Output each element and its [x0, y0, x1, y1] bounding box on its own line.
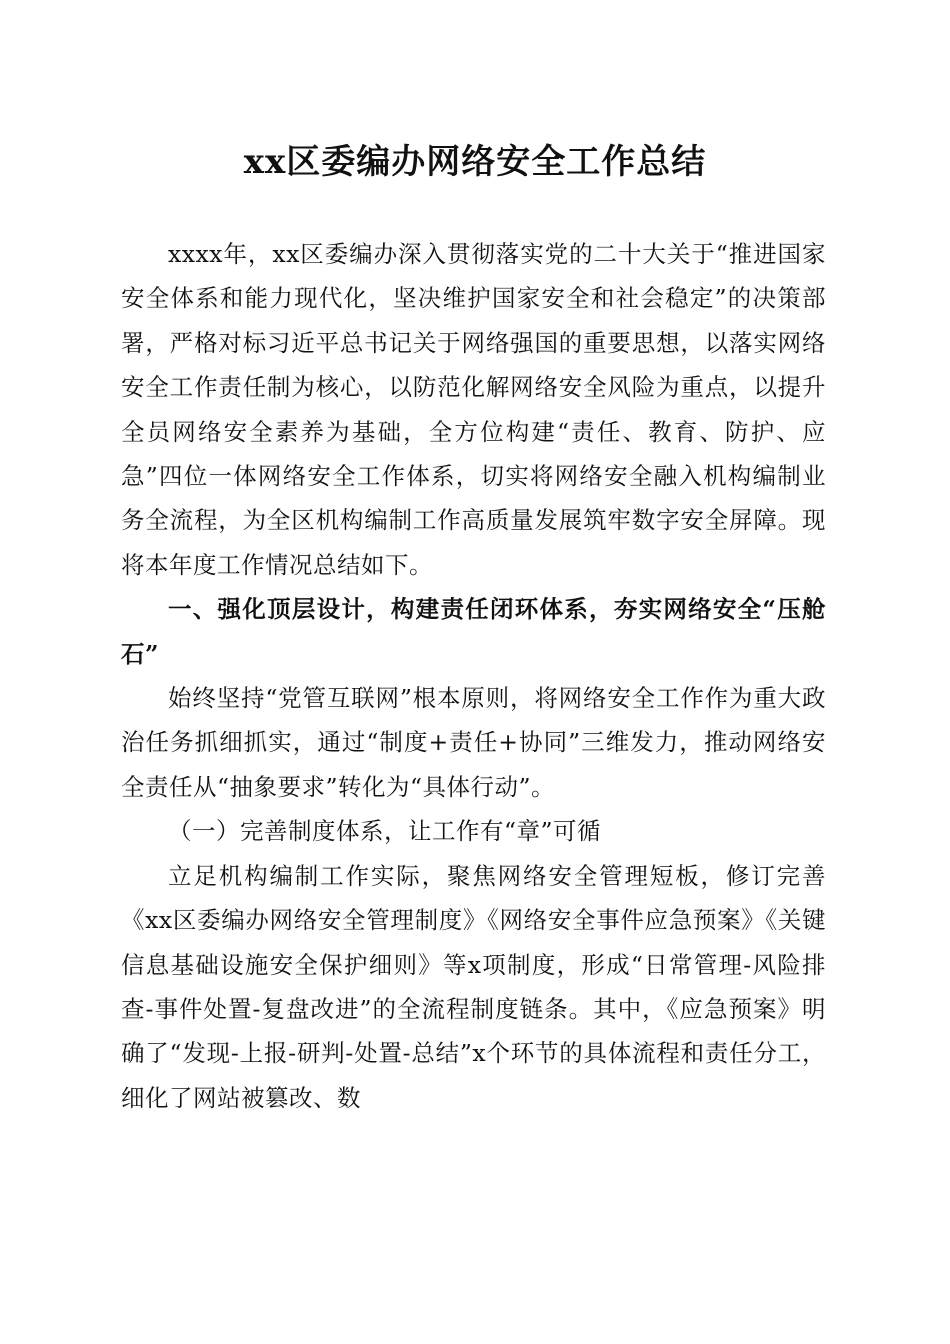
- paragraph-subsection-1: 立足机构编制工作实际，聚焦网络安全管理短板，修订完善《xx区委编办网络安全管理制度》《网络安全事件应急预案》《关键信息基础设施安全保护细则》等x项制度，形成“日常管理-风险排查-事件处置-复盘改进”的全流程制度链条。其中，《应急预案》明确了“发现-上报-研判-处置-总结”x个环节的具体流程和责任分工，细化了网站被篡改、数: [121, 861, 826, 1112]
- document-title: xx区委编办网络安全工作总结: [243, 142, 707, 182]
- document-body: [121, 232, 826, 1120]
- paragraph-section-1: 始终坚持“党管互联网”根本原则，将网络安全工作作为重大政治任务抓细抓实，通过“制度+责任+协同”三维发力，推动网络安全责任从“抽象要求”转化为“具体行动”。: [121, 684, 826, 801]
- heading-subsection-1: （一）完善制度体系，让工作有“章”可循: [168, 817, 602, 846]
- paragraph-intro: xxxx年，xx区委编办深入贯彻落实党的二十大关于“推进国家安全体系和能力现代化，坚决维护国家安全和社会稳定”的决策部署，严格对标习近平总书记关于网络强国的重要思想，以落实网络安全工作责任制为核心，以防范化解网络安全风险为重点，以提升全员网络安全素养为基础，全方位构建“责任、教育、防护、应急”四位一体网络安全工作体系，切实将网络安全融入机构编制业务全流程，为全区机构编制工作高质量发展筑牢数字安全屏障。现将本年度工作情况总结如下。: [121, 240, 826, 579]
- heading-section-1: 一、强化顶层设计，构建责任闭环体系，夯实网络安全“压舱石”: [121, 595, 826, 668]
